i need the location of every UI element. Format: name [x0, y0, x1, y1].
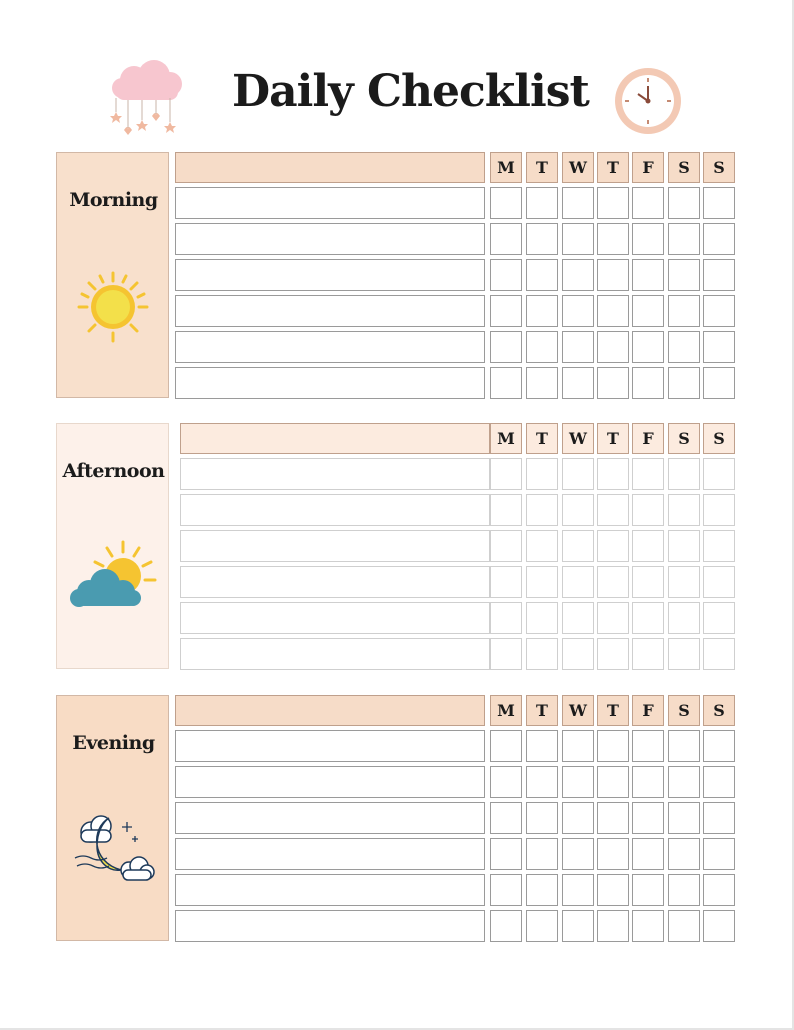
- day-checkbox[interactable]: [597, 367, 629, 399]
- day-checkbox[interactable]: [562, 766, 594, 798]
- task-input-row[interactable]: [180, 602, 490, 634]
- day-header: T: [597, 695, 629, 726]
- day-checkbox[interactable]: [526, 730, 558, 762]
- day-checkbox[interactable]: [597, 187, 629, 219]
- day-checkbox[interactable]: [526, 566, 558, 598]
- day-header: T: [526, 152, 558, 183]
- day-checkbox[interactable]: [668, 802, 700, 834]
- task-input-row[interactable]: [180, 566, 490, 598]
- day-checkbox[interactable]: [526, 766, 558, 798]
- day-checkbox[interactable]: [632, 331, 664, 363]
- day-checkbox[interactable]: [703, 187, 735, 219]
- task-input-row[interactable]: [175, 730, 485, 762]
- day-header: M: [490, 695, 522, 726]
- day-checkbox[interactable]: [668, 838, 700, 870]
- day-checkbox[interactable]: [562, 530, 594, 562]
- task-input-row[interactable]: [175, 223, 485, 255]
- day-checkbox[interactable]: [668, 223, 700, 255]
- task-input-row[interactable]: [175, 259, 485, 291]
- day-checkbox[interactable]: [490, 602, 522, 634]
- day-header: S: [668, 695, 700, 726]
- day-checkbox[interactable]: [490, 730, 522, 762]
- day-checkbox[interactable]: [703, 874, 735, 906]
- day-checkbox[interactable]: [526, 874, 558, 906]
- cloud-mobile-icon: [104, 58, 190, 142]
- day-header: S: [668, 152, 700, 183]
- day-checkbox[interactable]: [668, 187, 700, 219]
- day-checkbox[interactable]: [490, 638, 522, 670]
- day-checkbox[interactable]: [562, 187, 594, 219]
- day-checkbox[interactable]: [668, 730, 700, 762]
- day-checkbox[interactable]: [632, 602, 664, 634]
- day-checkbox[interactable]: [632, 802, 664, 834]
- sun-icon: [77, 271, 149, 343]
- day-checkbox[interactable]: [597, 223, 629, 255]
- day-checkbox[interactable]: [526, 638, 558, 670]
- day-checkbox[interactable]: [562, 730, 594, 762]
- day-checkbox[interactable]: [668, 367, 700, 399]
- day-checkbox[interactable]: [490, 223, 522, 255]
- day-checkbox[interactable]: [668, 602, 700, 634]
- day-checkbox[interactable]: [632, 494, 664, 526]
- day-checkbox[interactable]: [632, 530, 664, 562]
- day-checkbox[interactable]: [632, 638, 664, 670]
- day-checkbox[interactable]: [526, 530, 558, 562]
- section-label-morning: Morning: [69, 189, 158, 211]
- day-checkbox[interactable]: [668, 766, 700, 798]
- day-checkbox[interactable]: [668, 259, 700, 291]
- task-input-row[interactable]: [175, 367, 485, 399]
- day-checkbox[interactable]: [703, 458, 735, 490]
- day-checkbox[interactable]: [632, 730, 664, 762]
- day-checkbox[interactable]: [597, 331, 629, 363]
- sun-cloud-icon: [67, 540, 163, 620]
- day-header: S: [703, 423, 735, 454]
- day-header: T: [526, 423, 558, 454]
- task-input-row[interactable]: [175, 874, 485, 906]
- day-checkbox[interactable]: [703, 530, 735, 562]
- day-checkbox[interactable]: [597, 458, 629, 490]
- task-input-row[interactable]: [175, 910, 485, 942]
- day-checkbox[interactable]: [668, 530, 700, 562]
- day-checkbox[interactable]: [562, 802, 594, 834]
- day-checkbox[interactable]: [597, 602, 629, 634]
- day-checkbox[interactable]: [526, 295, 558, 327]
- day-checkbox[interactable]: [562, 838, 594, 870]
- day-checkbox[interactable]: [668, 874, 700, 906]
- day-header: F: [632, 423, 664, 454]
- day-checkbox[interactable]: [490, 259, 522, 291]
- day-header: M: [490, 152, 522, 183]
- day-checkbox[interactable]: [668, 566, 700, 598]
- task-header: [175, 695, 485, 726]
- day-checkbox[interactable]: [632, 566, 664, 598]
- day-checkbox[interactable]: [490, 910, 522, 942]
- day-checkbox[interactable]: [597, 638, 629, 670]
- day-checkbox[interactable]: [562, 223, 594, 255]
- task-input-row[interactable]: [175, 295, 485, 327]
- day-checkbox[interactable]: [490, 295, 522, 327]
- day-checkbox[interactable]: [703, 223, 735, 255]
- task-input-row[interactable]: [175, 187, 485, 219]
- day-checkbox[interactable]: [632, 838, 664, 870]
- clock-icon: [612, 66, 684, 136]
- day-checkbox[interactable]: [526, 187, 558, 219]
- day-checkbox[interactable]: [490, 530, 522, 562]
- day-checkbox[interactable]: [597, 874, 629, 906]
- day-checkbox[interactable]: [526, 494, 558, 526]
- day-checkbox[interactable]: [597, 295, 629, 327]
- day-checkbox[interactable]: [526, 910, 558, 942]
- day-checkbox[interactable]: [597, 802, 629, 834]
- day-checkbox[interactable]: [632, 223, 664, 255]
- day-checkbox[interactable]: [703, 802, 735, 834]
- day-checkbox[interactable]: [490, 766, 522, 798]
- day-checkbox[interactable]: [562, 295, 594, 327]
- day-header: S: [668, 423, 700, 454]
- day-checkbox[interactable]: [668, 910, 700, 942]
- section-label-afternoon: Afternoon: [62, 460, 165, 482]
- day-checkbox[interactable]: [703, 331, 735, 363]
- afternoon-panel: [56, 423, 169, 669]
- day-checkbox[interactable]: [562, 494, 594, 526]
- day-checkbox[interactable]: [703, 259, 735, 291]
- day-checkbox[interactable]: [632, 458, 664, 490]
- day-checkbox[interactable]: [632, 367, 664, 399]
- task-input-row[interactable]: [180, 494, 490, 526]
- day-checkbox[interactable]: [668, 494, 700, 526]
- day-checkbox[interactable]: [632, 187, 664, 219]
- evening-panel: [56, 695, 169, 941]
- task-input-row[interactable]: [175, 838, 485, 870]
- day-header: S: [703, 695, 735, 726]
- day-checkbox[interactable]: [526, 331, 558, 363]
- day-checkbox[interactable]: [490, 494, 522, 526]
- day-checkbox[interactable]: [597, 766, 629, 798]
- page-title: Daily Checklist: [232, 66, 589, 117]
- day-checkbox[interactable]: [562, 259, 594, 291]
- day-checkbox[interactable]: [526, 838, 558, 870]
- day-header: T: [597, 152, 629, 183]
- day-checkbox[interactable]: [562, 910, 594, 942]
- task-input-row[interactable]: [180, 458, 490, 490]
- day-checkbox[interactable]: [597, 259, 629, 291]
- day-checkbox[interactable]: [668, 458, 700, 490]
- day-header: F: [632, 152, 664, 183]
- day-checkbox[interactable]: [703, 295, 735, 327]
- task-input-row[interactable]: [175, 331, 485, 363]
- task-input-row[interactable]: [175, 802, 485, 834]
- day-checkbox[interactable]: [562, 331, 594, 363]
- day-checkbox[interactable]: [597, 730, 629, 762]
- day-checkbox[interactable]: [597, 838, 629, 870]
- day-checkbox[interactable]: [526, 259, 558, 291]
- day-checkbox[interactable]: [490, 566, 522, 598]
- day-checkbox[interactable]: [562, 367, 594, 399]
- day-header: W: [562, 695, 594, 726]
- day-checkbox[interactable]: [526, 223, 558, 255]
- day-checkbox[interactable]: [526, 367, 558, 399]
- day-checkbox[interactable]: [562, 458, 594, 490]
- section-label-evening: Evening: [72, 732, 155, 754]
- afternoon-section: [0, 423, 794, 673]
- day-header: W: [562, 152, 594, 183]
- day-checkbox[interactable]: [562, 602, 594, 634]
- task-header: [180, 423, 490, 454]
- day-checkbox[interactable]: [668, 295, 700, 327]
- day-checkbox[interactable]: [490, 838, 522, 870]
- day-checkbox[interactable]: [703, 910, 735, 942]
- day-header: M: [490, 423, 522, 454]
- morning-section: [0, 152, 794, 402]
- day-checkbox[interactable]: [703, 494, 735, 526]
- day-checkbox[interactable]: [703, 838, 735, 870]
- day-checkbox[interactable]: [490, 802, 522, 834]
- day-checkbox[interactable]: [526, 458, 558, 490]
- day-header: S: [703, 152, 735, 183]
- day-checkbox[interactable]: [490, 367, 522, 399]
- day-checkbox[interactable]: [562, 874, 594, 906]
- day-checkbox[interactable]: [597, 910, 629, 942]
- day-header: T: [597, 423, 629, 454]
- task-input-row[interactable]: [180, 638, 490, 670]
- day-checkbox[interactable]: [632, 874, 664, 906]
- day-checkbox[interactable]: [632, 259, 664, 291]
- day-checkbox[interactable]: [668, 331, 700, 363]
- day-checkbox[interactable]: [490, 874, 522, 906]
- morning-panel: [56, 152, 169, 398]
- day-header: W: [562, 423, 594, 454]
- moon-cloud-icon: [73, 812, 157, 888]
- day-header: F: [632, 695, 664, 726]
- day-checkbox[interactable]: [632, 295, 664, 327]
- day-checkbox[interactable]: [703, 566, 735, 598]
- day-checkbox[interactable]: [562, 566, 594, 598]
- day-checkbox[interactable]: [632, 766, 664, 798]
- day-checkbox[interactable]: [490, 331, 522, 363]
- day-checkbox[interactable]: [597, 566, 629, 598]
- task-header: [175, 152, 485, 183]
- day-checkbox[interactable]: [703, 638, 735, 670]
- day-checkbox[interactable]: [632, 910, 664, 942]
- day-checkbox[interactable]: [668, 638, 700, 670]
- day-checkbox[interactable]: [703, 766, 735, 798]
- day-checkbox[interactable]: [490, 458, 522, 490]
- day-checkbox[interactable]: [562, 638, 594, 670]
- day-header: T: [526, 695, 558, 726]
- day-checkbox[interactable]: [526, 602, 558, 634]
- day-checkbox[interactable]: [703, 367, 735, 399]
- day-checkbox[interactable]: [703, 602, 735, 634]
- task-input-row[interactable]: [175, 766, 485, 798]
- day-checkbox[interactable]: [526, 802, 558, 834]
- day-checkbox[interactable]: [703, 730, 735, 762]
- task-input-row[interactable]: [180, 530, 490, 562]
- day-checkbox[interactable]: [597, 494, 629, 526]
- day-checkbox[interactable]: [490, 187, 522, 219]
- evening-section: [0, 695, 794, 945]
- day-checkbox[interactable]: [597, 530, 629, 562]
